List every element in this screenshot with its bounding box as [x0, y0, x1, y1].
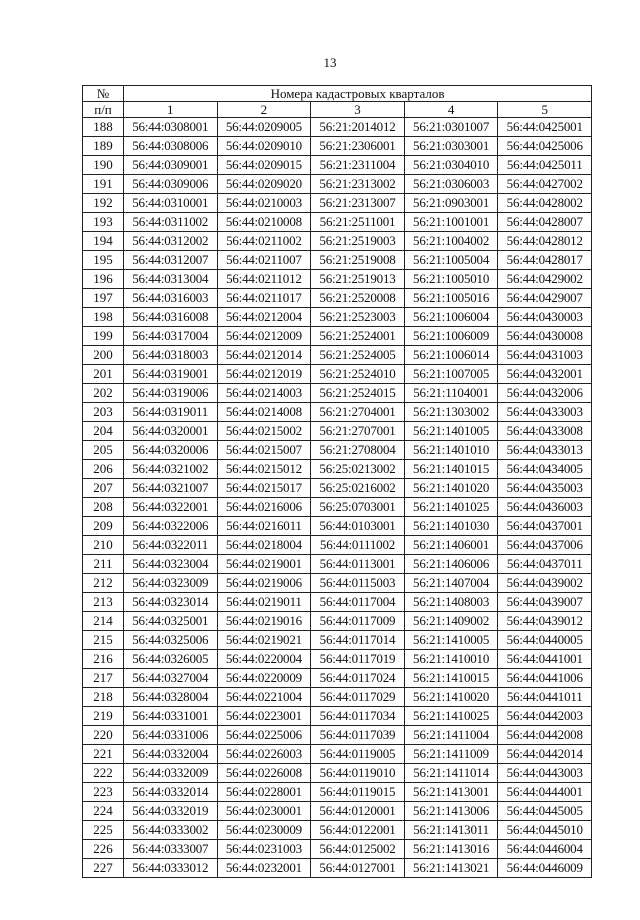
cadastral-number-cell: 56:44:0437001 [498, 517, 592, 536]
row-number-cell: 189 [83, 137, 124, 156]
cadastral-number-cell: 56:21:1409002 [404, 612, 498, 631]
table-row [83, 821, 592, 840]
cadastral-number-cell: 56:44:0111002 [311, 536, 405, 555]
row-number-cell: 194 [83, 232, 124, 251]
cadastral-number-cell: 56:44:0432001 [498, 365, 592, 384]
table-row [83, 726, 592, 745]
table-row [83, 802, 592, 821]
table-row [83, 384, 592, 403]
cadastral-number-cell: 56:21:1007005 [404, 365, 498, 384]
cadastral-number-cell: 56:21:1406006 [404, 555, 498, 574]
table-row [83, 612, 592, 631]
cadastral-number-cell: 56:44:0319011 [124, 403, 218, 422]
cadastral-number-cell: 56:21:1401020 [404, 479, 498, 498]
cadastral-number-cell: 56:21:0304010 [404, 156, 498, 175]
cadastral-number-cell: 56:21:0903001 [404, 194, 498, 213]
cadastral-number-cell: 56:44:0316008 [124, 308, 218, 327]
cadastral-number-cell: 56:44:0209005 [217, 118, 311, 137]
cadastral-number-cell: 56:44:0332014 [124, 783, 218, 802]
cadastral-number-cell: 56:44:0323014 [124, 593, 218, 612]
cadastral-number-cell: 56:44:0440005 [498, 631, 592, 650]
cadastral-number-cell: 56:21:1401025 [404, 498, 498, 517]
row-number-cell: 218 [83, 688, 124, 707]
cadastral-number-cell: 56:21:1406001 [404, 536, 498, 555]
row-number-cell: 217 [83, 669, 124, 688]
cadastral-number-cell: 56:44:0226003 [217, 745, 311, 764]
cadastral-number-cell: 56:44:0321002 [124, 460, 218, 479]
cadastral-number-cell: 56:21:1413006 [404, 802, 498, 821]
cadastral-number-cell: 56:44:0117004 [311, 593, 405, 612]
cadastral-number-cell: 56:44:0425006 [498, 137, 592, 156]
cadastral-number-cell: 56:44:0333012 [124, 859, 218, 878]
cadastral-number-cell: 56:21:1004002 [404, 232, 498, 251]
cadastral-number-cell: 56:21:1104001 [404, 384, 498, 403]
cadastral-number-cell: 56:44:0113001 [311, 555, 405, 574]
cadastral-number-cell: 56:21:0303001 [404, 137, 498, 156]
cadastral-number-cell: 56:44:0445010 [498, 821, 592, 840]
cadastral-number-cell: 56:21:2014012 [311, 118, 405, 137]
cadastral-number-cell: 56:21:2519003 [311, 232, 405, 251]
cadastral-number-cell: 56:44:0317004 [124, 327, 218, 346]
cadastral-number-cell: 56:44:0425011 [498, 156, 592, 175]
cadastral-number-cell: 56:44:0333007 [124, 840, 218, 859]
cadastral-number-cell: 56:21:1006004 [404, 308, 498, 327]
cadastral-number-cell: 56:44:0318003 [124, 346, 218, 365]
cadastral-number-cell: 56:44:0309001 [124, 156, 218, 175]
cadastral-number-cell: 56:44:0308006 [124, 137, 218, 156]
cadastral-number-cell: 56:21:1411004 [404, 726, 498, 745]
cadastral-number-cell: 56:44:0219016 [217, 612, 311, 631]
cadastral-number-cell: 56:44:0429007 [498, 289, 592, 308]
cadastral-number-cell: 56:44:0212009 [217, 327, 311, 346]
column-header-1: 1 [124, 102, 218, 118]
cadastral-number-cell: 56:21:2524001 [311, 327, 405, 346]
table-row [83, 213, 592, 232]
table-row [83, 232, 592, 251]
cadastral-number-cell: 56:44:0210008 [217, 213, 311, 232]
cadastral-number-cell: 56:44:0220004 [217, 650, 311, 669]
column-header-3: 3 [311, 102, 405, 118]
cadastral-number-cell: 56:21:1005010 [404, 270, 498, 289]
cadastral-number-cell: 56:21:1413021 [404, 859, 498, 878]
row-number-cell: 214 [83, 612, 124, 631]
cadastral-number-cell: 56:44:0310001 [124, 194, 218, 213]
cadastral-number-cell: 56:44:0209015 [217, 156, 311, 175]
table-row [83, 194, 592, 213]
row-number-cell: 206 [83, 460, 124, 479]
cadastral-number-cell: 56:44:0312002 [124, 232, 218, 251]
cadastral-number-cell: 56:21:1407004 [404, 574, 498, 593]
cadastral-number-cell: 56:21:1001001 [404, 213, 498, 232]
table-row [83, 289, 592, 308]
cadastral-number-cell: 56:44:0320006 [124, 441, 218, 460]
cadastral-number-cell: 56:44:0117024 [311, 669, 405, 688]
cadastral-number-cell: 56:21:0301007 [404, 118, 498, 137]
cadastral-number-cell: 56:44:0332004 [124, 745, 218, 764]
table-row [83, 498, 592, 517]
cadastral-number-cell: 56:21:2520008 [311, 289, 405, 308]
cadastral-number-cell: 56:44:0232001 [217, 859, 311, 878]
cadastral-number-cell: 56:44:0441001 [498, 650, 592, 669]
cadastral-number-cell: 56:44:0433003 [498, 403, 592, 422]
cadastral-number-cell: 56:44:0308001 [124, 118, 218, 137]
cadastral-number-cell: 56:21:1411009 [404, 745, 498, 764]
cadastral-number-cell: 56:44:0434005 [498, 460, 592, 479]
cadastral-number-cell: 56:44:0231003 [217, 840, 311, 859]
row-number-cell: 199 [83, 327, 124, 346]
cadastral-number-cell: 56:44:0439002 [498, 574, 592, 593]
row-number-cell: 209 [83, 517, 124, 536]
cadastral-number-cell: 56:44:0228001 [217, 783, 311, 802]
row-number-cell: 207 [83, 479, 124, 498]
row-number-cell: 222 [83, 764, 124, 783]
cadastral-number-cell: 56:44:0321007 [124, 479, 218, 498]
cadastral-number-cell: 56:44:0323004 [124, 555, 218, 574]
cadastral-number-cell: 56:21:2524010 [311, 365, 405, 384]
table-row [83, 460, 592, 479]
cadastral-number-cell: 56:44:0209010 [217, 137, 311, 156]
cadastral-number-cell: 56:44:0211002 [217, 232, 311, 251]
cadastral-number-cell: 56:44:0436003 [498, 498, 592, 517]
cadastral-number-cell: 56:44:0309006 [124, 175, 218, 194]
cadastral-number-cell: 56:44:0428012 [498, 232, 592, 251]
cadastral-number-cell: 56:44:0332009 [124, 764, 218, 783]
row-number-cell: 197 [83, 289, 124, 308]
cadastral-number-cell: 56:44:0327004 [124, 669, 218, 688]
row-number-cell: 223 [83, 783, 124, 802]
cadastral-number-cell: 56:44:0226008 [217, 764, 311, 783]
cadastral-number-cell: 56:44:0433013 [498, 441, 592, 460]
cadastral-number-cell: 56:44:0312007 [124, 251, 218, 270]
table-row [83, 840, 592, 859]
cadastral-number-cell: 56:44:0428002 [498, 194, 592, 213]
cadastral-number-cell: 56:21:2313002 [311, 175, 405, 194]
cadastral-number-cell: 56:44:0433008 [498, 422, 592, 441]
row-number-cell: 191 [83, 175, 124, 194]
cadastral-number-cell: 56:44:0428007 [498, 213, 592, 232]
table-row [83, 764, 592, 783]
cadastral-number-cell: 56:44:0212014 [217, 346, 311, 365]
cadastral-number-cell: 56:44:0211017 [217, 289, 311, 308]
row-number-cell: 213 [83, 593, 124, 612]
cadastral-number-cell: 56:44:0316003 [124, 289, 218, 308]
cadastral-number-cell: 56:44:0209020 [217, 175, 311, 194]
cadastral-number-cell: 56:44:0428017 [498, 251, 592, 270]
cadastral-number-cell: 56:21:1413016 [404, 840, 498, 859]
cadastral-number-cell: 56:44:0432006 [498, 384, 592, 403]
cadastral-number-cell: 56:21:2523003 [311, 308, 405, 327]
cadastral-number-cell: 56:21:1401030 [404, 517, 498, 536]
group-title-header: Номера кадастровых кварталов [124, 86, 592, 102]
row-number-cell: 188 [83, 118, 124, 137]
table-row [83, 669, 592, 688]
cadastral-number-cell: 56:44:0215012 [217, 460, 311, 479]
cadastral-number-cell: 56:44:0117019 [311, 650, 405, 669]
cadastral-number-cell: 56:44:0333002 [124, 821, 218, 840]
cadastral-number-cell: 56:21:1410025 [404, 707, 498, 726]
cadastral-number-cell: 56:21:2707001 [311, 422, 405, 441]
table-body [83, 118, 592, 878]
table-row [83, 707, 592, 726]
table-row [83, 346, 592, 365]
table-header [83, 86, 592, 118]
cadastral-number-cell: 56:44:0439007 [498, 593, 592, 612]
cadastral-number-cell: 56:44:0219001 [217, 555, 311, 574]
cadastral-number-cell: 56:44:0117014 [311, 631, 405, 650]
row-number-cell: 201 [83, 365, 124, 384]
table-row [83, 555, 592, 574]
cadastral-number-cell: 56:21:2704001 [311, 403, 405, 422]
cadastral-number-cell: 56:44:0325006 [124, 631, 218, 650]
row-number-cell: 221 [83, 745, 124, 764]
cadastral-number-cell: 56:21:1006014 [404, 346, 498, 365]
cadastral-number-cell: 56:21:1401005 [404, 422, 498, 441]
table-row [83, 859, 592, 878]
cadastral-number-cell: 56:21:1401015 [404, 460, 498, 479]
row-number-cell: 198 [83, 308, 124, 327]
cadastral-number-cell: 56:21:0306003 [404, 175, 498, 194]
table-row [83, 137, 592, 156]
row-number-cell: 224 [83, 802, 124, 821]
cadastral-number-cell: 56:44:0325001 [124, 612, 218, 631]
cadastral-number-cell: 56:21:2511001 [311, 213, 405, 232]
cadastral-number-cell: 56:44:0210003 [217, 194, 311, 213]
cadastral-number-cell: 56:44:0322006 [124, 517, 218, 536]
row-number-cell: 192 [83, 194, 124, 213]
table-row [83, 175, 592, 194]
row-number-cell: 212 [83, 574, 124, 593]
cadastral-number-cell: 56:44:0219021 [217, 631, 311, 650]
table-row [83, 517, 592, 536]
cadastral-number-cell: 56:21:1410010 [404, 650, 498, 669]
table-row [83, 251, 592, 270]
cadastral-number-cell: 56:44:0219011 [217, 593, 311, 612]
cadastral-number-cell: 56:44:0215007 [217, 441, 311, 460]
table-row [83, 536, 592, 555]
cadastral-number-cell: 56:44:0119005 [311, 745, 405, 764]
cadastral-number-cell: 56:44:0435003 [498, 479, 592, 498]
cadastral-number-cell: 56:44:0430008 [498, 327, 592, 346]
cadastral-number-cell: 56:44:0117034 [311, 707, 405, 726]
table-row [83, 308, 592, 327]
cadastral-number-cell: 56:21:1410015 [404, 669, 498, 688]
cadastral-number-cell: 56:21:2311004 [311, 156, 405, 175]
row-number-cell: 226 [83, 840, 124, 859]
table-row [83, 650, 592, 669]
row-number-cell: 193 [83, 213, 124, 232]
cadastral-number-cell: 56:44:0127001 [311, 859, 405, 878]
cadastral-number-cell: 56:44:0323009 [124, 574, 218, 593]
row-number-cell: 225 [83, 821, 124, 840]
table-row [83, 745, 592, 764]
cadastral-number-cell: 56:44:0115003 [311, 574, 405, 593]
cadastral-number-cell: 56:44:0215002 [217, 422, 311, 441]
table-row [83, 118, 592, 137]
cadastral-number-cell: 56:44:0220009 [217, 669, 311, 688]
cadastral-number-cell: 56:44:0320001 [124, 422, 218, 441]
row-number-cell: 211 [83, 555, 124, 574]
table-row [83, 327, 592, 346]
row-number-cell: 227 [83, 859, 124, 878]
cadastral-number-cell: 56:44:0212019 [217, 365, 311, 384]
cadastral-number-cell: 56:44:0322001 [124, 498, 218, 517]
cadastral-number-cell: 56:44:0117009 [311, 612, 405, 631]
cadastral-number-cell: 56:44:0216011 [217, 517, 311, 536]
cadastral-number-cell: 56:44:0214003 [217, 384, 311, 403]
cadastral-number-cell: 56:21:2524015 [311, 384, 405, 403]
table-row [83, 403, 592, 422]
cadastral-number-cell: 56:21:2313007 [311, 194, 405, 213]
cadastral-number-cell: 56:44:0429002 [498, 270, 592, 289]
cadastral-number-cell: 56:44:0119015 [311, 783, 405, 802]
cadastral-number-cell: 56:44:0319006 [124, 384, 218, 403]
cadastral-number-cell: 56:25:0703001 [311, 498, 405, 517]
row-number-cell: 219 [83, 707, 124, 726]
cadastral-number-cell: 56:44:0326005 [124, 650, 218, 669]
cadastral-number-cell: 56:21:1410005 [404, 631, 498, 650]
cadastral-number-cell: 56:44:0230001 [217, 802, 311, 821]
table-row [83, 574, 592, 593]
cadastral-number-cell: 56:44:0230009 [217, 821, 311, 840]
cadastral-number-cell: 56:21:1303002 [404, 403, 498, 422]
cadastral-number-cell: 56:44:0117029 [311, 688, 405, 707]
cadastral-number-cell: 56:25:0216002 [311, 479, 405, 498]
table-row [83, 593, 592, 612]
cadastral-number-cell: 56:44:0427002 [498, 175, 592, 194]
row-number-cell: 215 [83, 631, 124, 650]
cadastral-number-cell: 56:44:0313004 [124, 270, 218, 289]
cadastral-number-cell: 56:44:0446009 [498, 859, 592, 878]
row-number-cell: 216 [83, 650, 124, 669]
cadastral-number-cell: 56:44:0328004 [124, 688, 218, 707]
cadastral-number-cell: 56:21:1005016 [404, 289, 498, 308]
row-number-header-top: № [83, 86, 124, 102]
cadastral-number-cell: 56:44:0425001 [498, 118, 592, 137]
row-number-cell: 210 [83, 536, 124, 555]
row-number-cell: 195 [83, 251, 124, 270]
cadastral-number-cell: 56:44:0211007 [217, 251, 311, 270]
cadastral-number-cell: 56:44:0431003 [498, 346, 592, 365]
cadastral-number-cell: 56:25:0213002 [311, 460, 405, 479]
cadastral-number-cell: 56:21:2708004 [311, 441, 405, 460]
cadastral-quarters-table [82, 85, 592, 878]
row-number-cell: 205 [83, 441, 124, 460]
row-number-header-bottom: п/п [83, 102, 124, 118]
cadastral-number-cell: 56:21:2519013 [311, 270, 405, 289]
table-row [83, 270, 592, 289]
cadastral-number-cell: 56:44:0103001 [311, 517, 405, 536]
cadastral-number-cell: 56:44:0319001 [124, 365, 218, 384]
cadastral-number-cell: 56:21:1413011 [404, 821, 498, 840]
cadastral-number-cell: 56:44:0311002 [124, 213, 218, 232]
table-row [83, 441, 592, 460]
table-row [83, 365, 592, 384]
cadastral-number-cell: 56:44:0332019 [124, 802, 218, 821]
cadastral-number-cell: 56:21:1413001 [404, 783, 498, 802]
cadastral-number-cell: 56:44:0221004 [217, 688, 311, 707]
cadastral-number-cell: 56:21:2524005 [311, 346, 405, 365]
cadastral-number-cell: 56:21:2519008 [311, 251, 405, 270]
column-header-2: 2 [217, 102, 311, 118]
cadastral-number-cell: 56:21:1005004 [404, 251, 498, 270]
cadastral-number-cell: 56:44:0331006 [124, 726, 218, 745]
cadastral-number-cell: 56:44:0218004 [217, 536, 311, 555]
table-row [83, 422, 592, 441]
row-number-cell: 203 [83, 403, 124, 422]
table-row [83, 479, 592, 498]
cadastral-number-cell: 56:44:0442003 [498, 707, 592, 726]
row-number-cell: 208 [83, 498, 124, 517]
cadastral-number-cell: 56:21:1411014 [404, 764, 498, 783]
cadastral-number-cell: 56:44:0445005 [498, 802, 592, 821]
cadastral-number-cell: 56:44:0446004 [498, 840, 592, 859]
cadastral-number-cell: 56:44:0444001 [498, 783, 592, 802]
cadastral-number-cell: 56:44:0119010 [311, 764, 405, 783]
cadastral-number-cell: 56:44:0219006 [217, 574, 311, 593]
cadastral-number-cell: 56:44:0216006 [217, 498, 311, 517]
cadastral-number-cell: 56:44:0211012 [217, 270, 311, 289]
cadastral-number-cell: 56:44:0442014 [498, 745, 592, 764]
cadastral-number-cell: 56:21:1408003 [404, 593, 498, 612]
cadastral-number-cell: 56:44:0122001 [311, 821, 405, 840]
row-number-cell: 202 [83, 384, 124, 403]
row-number-cell: 220 [83, 726, 124, 745]
cadastral-number-cell: 56:21:2306001 [311, 137, 405, 156]
cadastral-number-cell: 56:44:0125002 [311, 840, 405, 859]
cadastral-number-cell: 56:44:0441006 [498, 669, 592, 688]
table-row [83, 783, 592, 802]
cadastral-number-cell: 56:44:0322011 [124, 536, 218, 555]
row-number-cell: 200 [83, 346, 124, 365]
row-number-cell: 190 [83, 156, 124, 175]
table-row [83, 688, 592, 707]
cadastral-number-cell: 56:44:0223001 [217, 707, 311, 726]
cadastral-number-cell: 56:44:0437006 [498, 536, 592, 555]
cadastral-number-cell: 56:44:0443003 [498, 764, 592, 783]
cadastral-number-cell: 56:44:0215017 [217, 479, 311, 498]
cadastral-number-cell: 56:44:0430003 [498, 308, 592, 327]
table-row [83, 156, 592, 175]
cadastral-number-cell: 56:44:0117039 [311, 726, 405, 745]
table-row [83, 631, 592, 650]
cadastral-number-cell: 56:21:1410020 [404, 688, 498, 707]
cadastral-number-cell: 56:44:0212004 [217, 308, 311, 327]
column-header-5: 5 [498, 102, 592, 118]
page-number: 13 [323, 55, 337, 70]
cadastral-number-cell: 56:44:0437011 [498, 555, 592, 574]
cadastral-number-cell: 56:21:1401010 [404, 441, 498, 460]
cadastral-number-cell: 56:44:0214008 [217, 403, 311, 422]
cadastral-number-cell: 56:44:0120001 [311, 802, 405, 821]
column-header-4: 4 [404, 102, 498, 118]
cadastral-number-cell: 56:44:0442008 [498, 726, 592, 745]
row-number-cell: 204 [83, 422, 124, 441]
cadastral-number-cell: 56:44:0439012 [498, 612, 592, 631]
cadastral-number-cell: 56:44:0331001 [124, 707, 218, 726]
cadastral-number-cell: 56:44:0441011 [498, 688, 592, 707]
row-number-cell: 196 [83, 270, 124, 289]
cadastral-number-cell: 56:44:0225006 [217, 726, 311, 745]
cadastral-number-cell: 56:21:1006009 [404, 327, 498, 346]
